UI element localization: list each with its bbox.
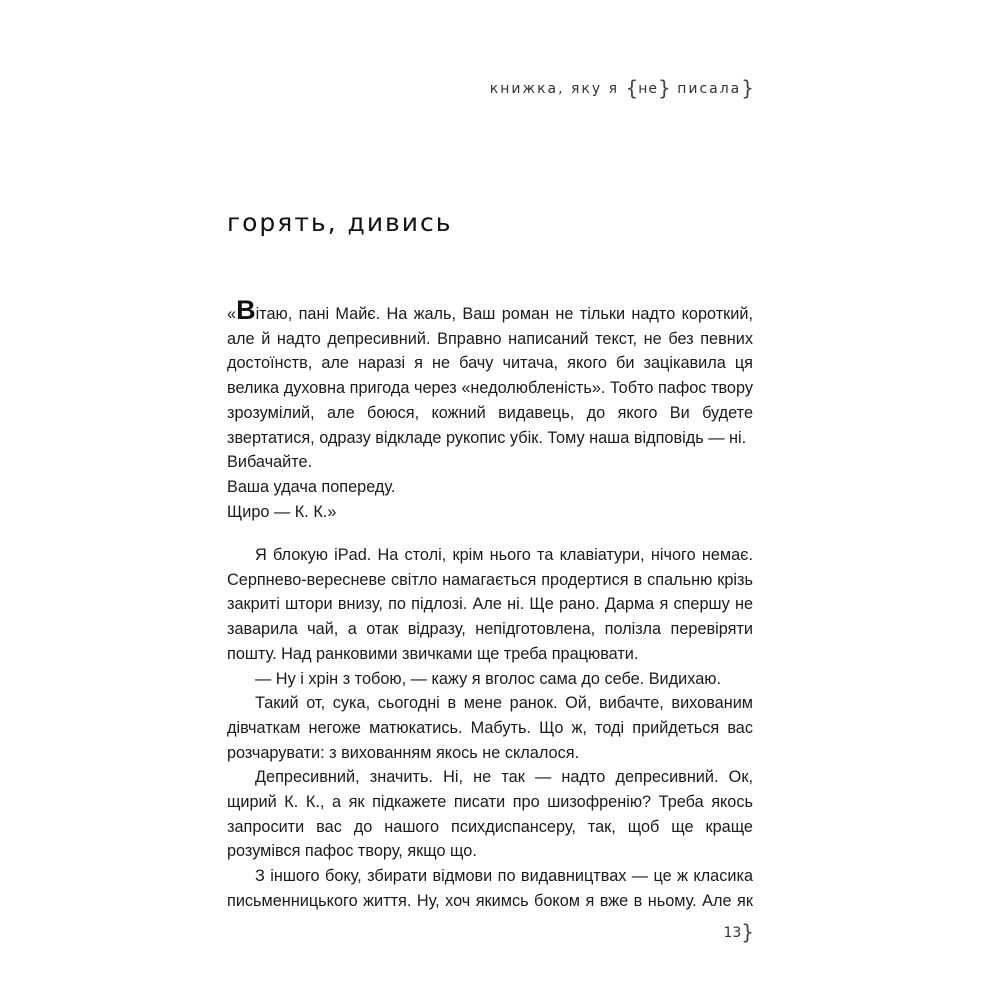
narrative-paragraph: Депресивний, значить. Ні, не так — надто депресивний. Ок, щирий К. К., а як підкажете писати про шизофренію? Треба якось запросити вас до нашого психдиспансеру, так, щоб ще краще розумівся пафос твору, якщо що. <box>227 768 753 861</box>
running-head-after: писала <box>670 81 742 97</box>
letter-signoff-line: Щиро — К. К.» <box>227 502 337 521</box>
page-number <box>723 918 754 942</box>
running-head-end-brace: } <box>741 76 754 100</box>
page-number-brace: } <box>741 920 754 944</box>
running-head-before: книжка, яку я <box>489 81 626 97</box>
running-head-open-bracket: { <box>625 76 639 100</box>
rejection-letter <box>227 297 753 524</box>
narrative-text <box>227 543 753 914</box>
letter-open-quote: « <box>227 305 237 323</box>
narrative-paragraph: Такий от, сука, сьогодні в мене ранок. Ой, вибачте, вихованим дівчаткам негоже матюкатись. Мабуть. Що ж, тоді прийдеться вас розчарувати: з вихованням якось не склалося. <box>227 694 753 762</box>
narrative-paragraph: З іншого боку, збирати відмови по видавництвах — це ж класика письменницького життя. Ну, хоч якимсь боком я вже в ньому. Але як <box>227 867 753 910</box>
letter-signoff-line: Ваша удача попереду. <box>227 477 396 496</box>
narrative-paragraph: — Ну і хрін з тобою, — кажу я вголос сама до себе. Видихаю. <box>255 669 721 688</box>
running-head <box>490 74 754 98</box>
running-head-close-bracket: } <box>658 76 671 100</box>
chapter-title: горять, дивись <box>227 208 453 237</box>
running-head-bracket-text: не <box>638 81 659 97</box>
drop-cap: В <box>236 295 256 325</box>
letter-body: ітаю, пані Майє. На жаль, Ваш роман не тільки надто короткий, але й надто депресивний. Вправно написаний текст, не без певних достоїнств, але наразі я не бачу читача, якого би зацікавила ця велика духовна пригода через «недолюбленість». Тобто пафос твору зрозумілий, але боюся, кожний видавець, до якого Ви будете звертатися, одразу відкладе рукопис убік. Тому наша відповідь — ні. <box>227 305 753 447</box>
narrative-paragraph: Я блокую iPad. На столі, крім нього та клавіатури, нічого немає. Серпнево-вересневе світло намагається продертися в спальню крізь закриті штори внизу, по підлозі. Але ні. Ще рано. Дарма я спершу не заварила чай, а отак відразу, непідготовлена, полізла перевіряти пошту. Над ранковими звичками ще треба працювати. <box>227 546 753 663</box>
letter-body-paragraph <box>227 297 753 450</box>
letter-signoff-line: Вибачайте. <box>227 453 313 472</box>
page-number-value: 13 <box>723 925 742 941</box>
